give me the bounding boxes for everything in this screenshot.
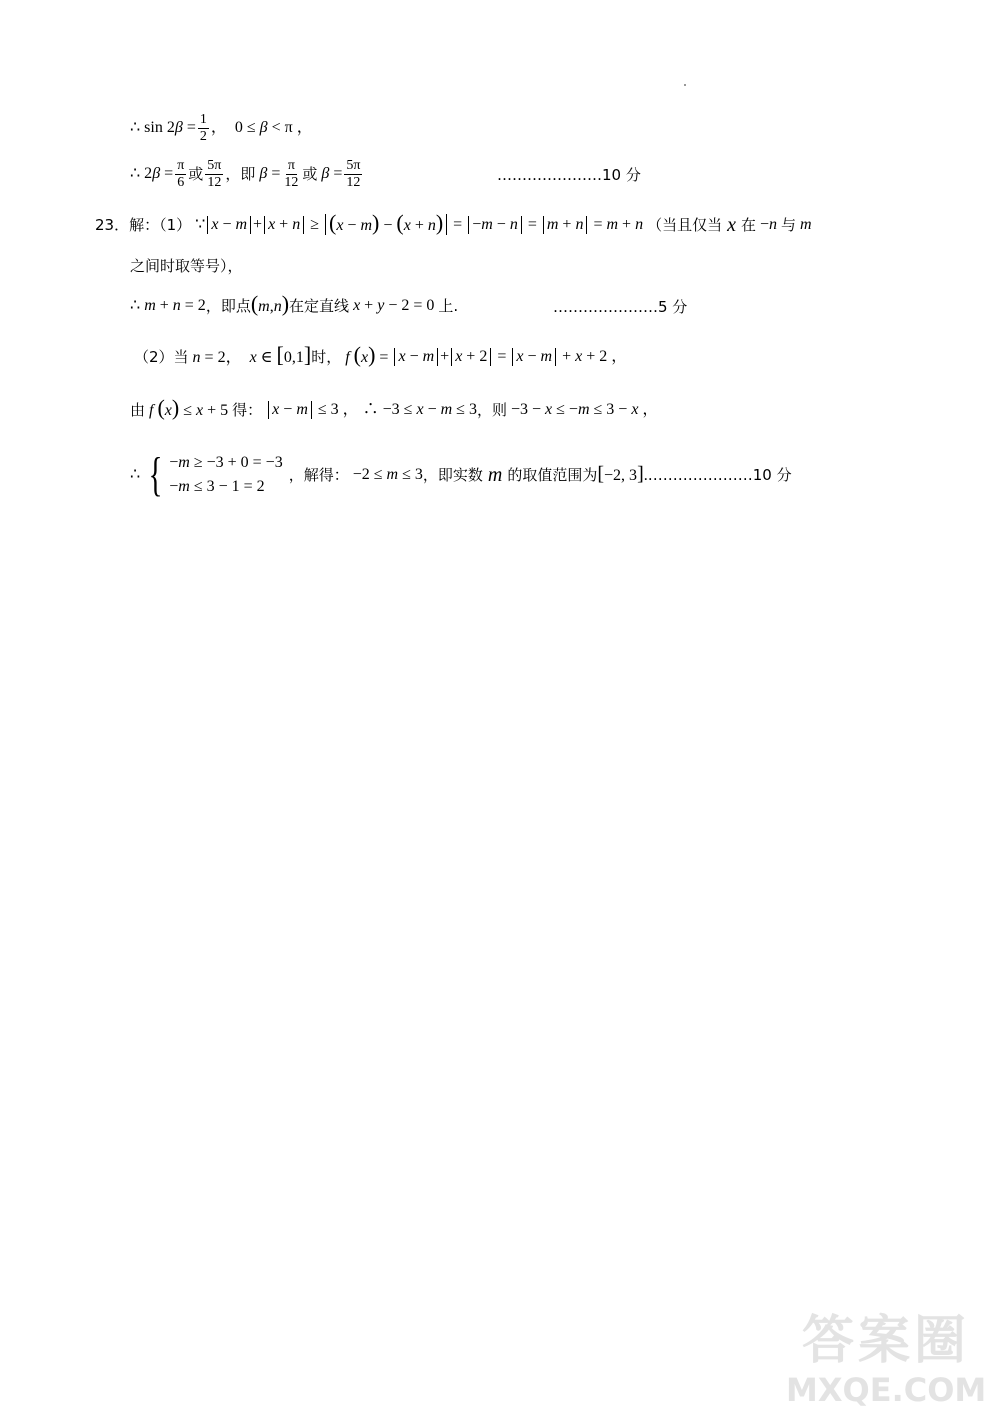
text-equality-condition: （当且仅当 — [647, 215, 723, 234]
fraction-pi-12: $\frac{\pi}{12}$ — [284, 157, 299, 190]
text-fixed-line: 在定直线 — [289, 296, 350, 315]
text-or-2: 或 — [302, 165, 318, 183]
line-inequality: 由 f (x) ≤ x + 5 得： x − m ≤ 3 ， ∴ −3 ≤ x − m ≤ 3 ，则 −3 − x ≤ −m ≤ 3 − x ， — [130, 395, 659, 420]
text-part2-when: （2）当 — [134, 347, 189, 366]
line-q23-equality-note: 之间时取等号）， — [130, 257, 243, 275]
line-sin-2beta: ∴ sin 2β = $\frac{1}{2}$ ， 0 ≤ β < π ， — [130, 111, 313, 144]
fraction-5pi-12: $\frac{5\pi}{12}$ — [207, 157, 222, 190]
watermark-logo — [786, 1312, 986, 1412]
scan-dot — [684, 84, 686, 86]
text-or-1: 或 — [188, 165, 204, 183]
text-jiede: ，解得： — [288, 466, 349, 484]
text-range-is: 的取值范围为 — [507, 466, 598, 484]
fraction-one-half: $\frac{1}{2}$ — [199, 111, 207, 144]
text-you: 由 — [130, 400, 146, 419]
text-shang: 上. — [438, 296, 459, 315]
line-system: ∴ { −m ≥ −3 + 0 = −3 −m ≤ 3 − 1 = 2 ，解得： −2 ≤ m ≤ 3 ，即实数 m 的取值范围为 [−2, 3]. …………………10 分 — [130, 448, 792, 501]
system-of-inequalities: { −m ≥ −3 + 0 = −3 −m ≤ 3 − 1 = 2 — [148, 448, 283, 501]
text-de: 得： — [232, 400, 263, 419]
text-zai: 在 — [740, 215, 756, 234]
score-10-first: …………………10 分 — [497, 166, 641, 184]
line-q23-part1: 23． 解：（1） ∵ x − m + x + n ≥ (x − m) − (x + n) = −m − n = m + n = m + n （当且仅当 x 在 −n 与 m — [95, 210, 812, 236]
score-10-second: …………………10 分 — [647, 466, 792, 484]
line-2beta-solutions: ∴ 2β = $\frac{\pi}{6}$ 或 $\frac{5\pi}{12}$ ，即 β = $\frac{\pi}{12}$ 或 β = $\frac{5\pi}{12}$ — [130, 157, 361, 190]
score-5: …………………5 分 — [553, 298, 688, 316]
line-part2-fx: （2）当 n = 2， x ∈ [0,1] 时， f (x) = x − m + x + 2 = x − m + x + 2 ， — [134, 342, 628, 367]
fraction-5pi-12-b: $\frac{5\pi}{12}$ — [346, 157, 361, 190]
text-jidian: ，即点 — [205, 296, 251, 315]
text-ze: ，则 — [476, 400, 507, 419]
text-shi: 时， — [311, 347, 342, 366]
question-number-23: 23． — [95, 215, 130, 234]
fraction-pi-6: $\frac{\pi}{6}$ — [177, 157, 185, 190]
text-yu: 与 — [781, 215, 797, 234]
watermark-text-bottom: MXQE.COM — [786, 1371, 987, 1409]
line-m-plus-n: ∴ m + n = 2 ，即点 (m,n) 在定直线 x + y − 2 = 0 上. — [130, 291, 459, 316]
text-real-number: ，即实数 — [422, 466, 483, 484]
text-jie-part1: 解：（1） — [129, 215, 192, 234]
watermark-text-top: 答案圈 — [801, 1311, 970, 1371]
text-ji-1: ，即 — [225, 165, 256, 183]
